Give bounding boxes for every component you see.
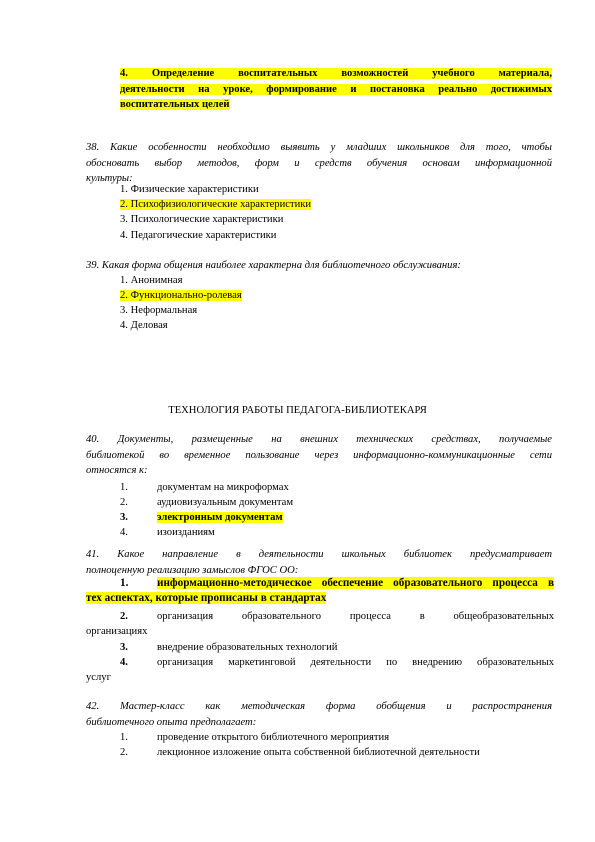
option-text: организация маркетинговой деятельности по внедрению образовательных (157, 657, 554, 668)
answer-option: внедрение образовательных технологий (157, 642, 338, 653)
question-line: библиотечного опыта предполагает: (86, 716, 257, 728)
question-40 (86, 432, 552, 479)
option-number: 4. (120, 657, 128, 668)
option-number: 4. (120, 527, 128, 538)
section-title: ТЕХНОЛОГИЯ РАБОТЫ ПЕДАГОГА-БИБЛИОТЕКАРЯ (168, 405, 427, 416)
option-number: 1. (120, 577, 129, 589)
answer-option-correct (86, 576, 554, 606)
option-number: 3. (120, 642, 128, 653)
question-line: библиотекой во временное пользование через информационно-коммуникационные сети (86, 449, 552, 461)
answer-option: изоизданиям (157, 527, 215, 538)
item4-line: воспитательных целей (120, 99, 230, 110)
question-line: 42. Мастер-класс как методическая форма обобщения и распространения (86, 701, 552, 712)
answer-option-correct: электронным документам (157, 512, 283, 523)
answer-option (86, 609, 554, 639)
answer-option: документам на микроформах (157, 482, 289, 493)
option-text: услуг (86, 672, 111, 683)
question-line: обосновать выбор методов, форм и средств обучения основам информационной (86, 157, 552, 169)
question-line: 41. Какое направление в деятельности школьных библиотек предусматривает (86, 549, 552, 560)
question-41 (86, 547, 552, 578)
question-line: культуры: (86, 173, 133, 184)
answer-option: проведение открытого библиотечного мероприятия (157, 732, 390, 743)
answer-option: аудиовизуальным документам (157, 497, 294, 508)
answer-option: лекционное изложение опыта собственной библиотечной деятельности (157, 747, 480, 758)
question-39: 39. Какая форма общения наиболее характерна для библиотечного обслуживания: (86, 260, 461, 271)
option-text: информационно-методическое обеспечение образовательного процесса в (157, 577, 554, 589)
answer-option (86, 655, 554, 685)
question-38 (86, 140, 552, 187)
answer-option: 1. Физические характеристики (120, 184, 259, 195)
option-text: тех аспектах, которые прописаны в стандартах (86, 592, 327, 604)
answer-option: 1. Анонимная (120, 275, 183, 286)
option-number: 2. (120, 747, 128, 758)
option-number: 2. (120, 497, 128, 508)
answer-option-correct: 2. Психофизиологические характеристики (120, 199, 312, 210)
option-number: 1. (120, 482, 128, 493)
question-line: 38. Какие особенности необходимо выявить у младших школьников для того, чтобы (86, 142, 552, 153)
question-line: относятся к: (86, 465, 148, 476)
answer-option-correct: 2. Функционально-ролевая (120, 290, 242, 301)
answer-option: 3. Неформальная (120, 305, 198, 316)
question-line: 40. Документы, размещенные на внешних технических средствах, получаемые (86, 434, 552, 445)
option-number: 3. (120, 512, 128, 523)
option-text: организациях (86, 626, 148, 637)
option-number: 1. (120, 732, 128, 743)
question-42 (86, 699, 552, 730)
item4-block (120, 66, 552, 113)
option-text: организация образовательного процесса в общеобразовательных (157, 611, 554, 622)
item4-line: 4. Определение воспитательных возможностей учебного материала, (120, 68, 552, 79)
option-number: 2. (120, 611, 128, 622)
question-line: полноценную реализацию замыслов ФГОС ОО: (86, 564, 299, 576)
answer-option: 4. Педагогические характеристики (120, 230, 277, 241)
item4-line: деятельности на уроке, формирование и постановка реально достижимых (120, 83, 552, 95)
answer-option: 4. Деловая (120, 320, 168, 331)
answer-option: 3. Психологические характеристики (120, 214, 284, 225)
